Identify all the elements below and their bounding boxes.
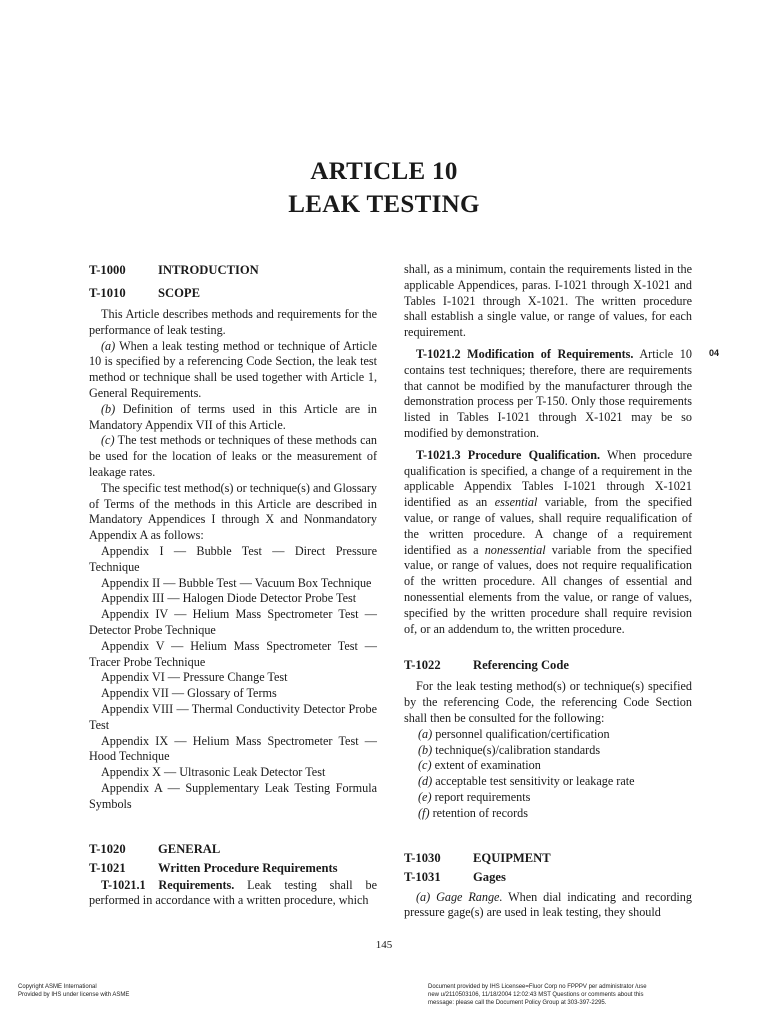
requirements-continued: shall, as a minimum, contain the requirements listed in the applicable Appendices, paras. I-1021 through X-1021 and Tables I-1021 through X-1021. The written procedure shall establish a single value, or range of values, for each requirement. — [404, 262, 692, 340]
heading-t1021: T-1021 Written Procedure Requirements — [89, 860, 338, 875]
scope-item-a: (a) When a leak testing method or technique of Article 10 is specified by a referencing Code Section, the leak test method or technique shall be used together with Article 1, General Requirements. — [89, 338, 377, 400]
appendix-item: Appendix III — Halogen Diode Detector Probe Test — [101, 591, 357, 606]
qualification-paragraph: T-1021.3 Procedure Qualification. When procedure qualification is specified, a change of a requirement in the applicable Appendix Tables I-1021 through X-1021 identified as an essential variable, from the specified value, or range of values, shall require requalification of the written procedure. A change of a requirement identified as a nonessential variable from the specified value, or range of values, does not require requalification of the written procedure. All changes of essential and nonessential elements from the value, or range of values, specified by the written procedure shall require revision of, or an addendum to, the written procedure. — [404, 447, 692, 636]
footer-license: Document provided by IHS Licensee=Fluor Corp no FPPPV per administrator /use new u/2110503106, 11/18/2004 12:02:43 MST Questions or comments about this message: please call the Document Policy Group at 303-397-2295. — [428, 984, 647, 1006]
gages-paragraph: (a) Gage Range. When dial indicating and recording pressure gage(s) are used in leak testing, they should — [404, 889, 692, 920]
requirements-paragraph: T-1021.1 Requirements. Leak testing shall be performed in accordance with a written procedure, which — [89, 877, 377, 908]
scope-paragraph: This Article describes methods and requirements for the performance of leak testing. — [89, 307, 377, 337]
appendix-item: Appendix I — Bubble Test — Direct Pressure Technique — [89, 543, 377, 574]
heading-t1031: T-1031 Gages — [404, 869, 506, 884]
appendix-item: Appendix A — Supplementary Leak Testing Formula Symbols — [89, 780, 377, 811]
appendix-item: Appendix II — Bubble Test — Vacuum Box Technique — [101, 575, 372, 590]
heading-t1020: T-1020 GENERAL — [89, 841, 221, 856]
list-item: (a) personnel qualification/certification — [418, 726, 610, 741]
appendix-list — [89, 544, 377, 813]
article-title: LEAK TESTING — [288, 191, 480, 218]
referencing-list — [404, 727, 692, 822]
appendix-item: Appendix IX — Helium Mass Spectrometer Test — Hood Technique — [89, 733, 377, 764]
page-number: 145 — [375, 939, 393, 951]
revision-margin-mark: 04 — [709, 348, 720, 358]
scope-item-c: (c) The test methods or techniques of these methods can be used for the location of leaks or the measurement of leakage rates. — [89, 433, 377, 479]
heading-t1000: T-1000 INTRODUCTION — [89, 263, 259, 277]
appendix-item: Appendix X — Ultrasonic Leak Detector Test — [101, 765, 326, 780]
referencing-paragraph: For the leak testing method(s) or technique(s) specified by the referencing Code, the referencing Code Section shall then be consulted for the following: — [404, 679, 692, 725]
appendix-item: Appendix V — Helium Mass Spectrometer Test — Tracer Probe Technique — [89, 638, 377, 669]
appendix-item: Appendix VIII — Thermal Conductivity Detector Probe Test — [89, 701, 377, 732]
heading-t1010: T-1010 SCOPE — [89, 286, 200, 300]
right-column — [404, 262, 692, 921]
list-item: (e) report requirements — [418, 789, 531, 804]
list-item: (d) acceptable test sensitivity or leakage rate — [418, 774, 635, 789]
list-item: (f) retention of records — [418, 805, 528, 820]
footer-copyright: Copyright ASME International Provided by IHS under license with ASME — [18, 984, 130, 998]
methods-paragraph: The specific test method(s) or technique(s) and Glossary of Terms of the methods in this Article are described in Mandatory Appendices I through X and Nonmandatory Appendix A as follows: — [89, 480, 377, 543]
list-item: (c) extent of examination — [418, 758, 541, 773]
heading-t1030: T-1030 EQUIPMENT — [404, 850, 551, 865]
list-item: (b) technique(s)/calibration standards — [418, 742, 601, 757]
article-number: ARTICLE 10 — [310, 158, 458, 185]
modification-paragraph: T-1021.2 Modification of Requirements. Article 10 contains test techniques; therefore, there are requirements that cannot be modified by the manufacturer through the demonstration process per T-150. Only those requirements listed in Tables I-1021 through X-1021 may be so modified by demonstration. — [404, 346, 692, 440]
left-column — [89, 262, 377, 909]
heading-t1022: T-1022 Referencing Code — [404, 658, 569, 673]
scope-item-b: (b) Definition of terms used in this Article are in Mandatory Appendix VII of this Article. — [89, 401, 377, 432]
appendix-item: Appendix VII — Glossary of Terms — [101, 686, 277, 701]
appendix-item: Appendix IV — Helium Mass Spectrometer Test — Detector Probe Technique — [89, 607, 377, 637]
appendix-item: Appendix VI — Pressure Change Test — [101, 670, 288, 685]
